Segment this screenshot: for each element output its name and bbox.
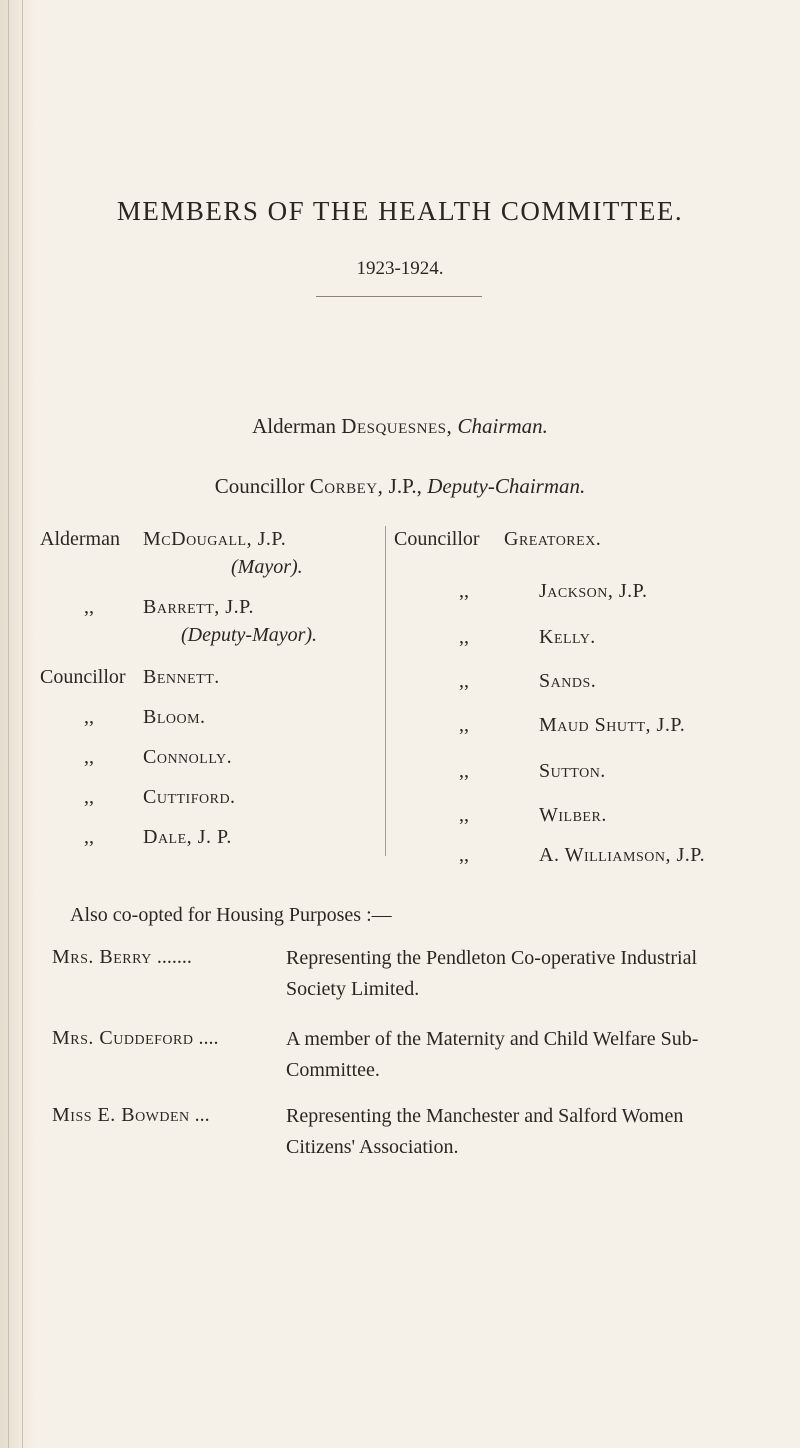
member-name: Wilber. <box>539 804 607 826</box>
member-name: Sutton. <box>539 760 606 782</box>
dot-leader: ....... <box>151 946 192 968</box>
committee-years: 1923-1924. <box>356 258 444 279</box>
ditto-mark: ,, <box>84 746 94 768</box>
member-row <box>394 714 685 737</box>
ditto-mark: ,, <box>459 670 469 692</box>
member-row <box>40 666 220 689</box>
member-name: Maud Shutt, J.P. <box>539 714 686 736</box>
member-name: McDougall, J.P. <box>143 528 287 550</box>
member-row <box>394 760 606 783</box>
chairman-title: Alderman <box>252 414 337 438</box>
member-name: Kelly. <box>539 626 596 648</box>
chairman-name: Desquesnes, <box>341 414 453 438</box>
member-name: Sands. <box>539 670 597 692</box>
dot-leader: .... <box>193 1027 219 1049</box>
coopted-name-text: Miss E. Bowden <box>52 1104 190 1126</box>
member-name: A. Williamson, J.P. <box>539 844 706 866</box>
deputy-chairman-suffix: J.P., <box>388 474 422 498</box>
member-name: Jackson, J.P. <box>539 580 648 602</box>
member-role: (Mayor). <box>231 556 303 578</box>
ditto-mark: ,, <box>459 626 469 648</box>
ditto-mark: ,, <box>459 844 469 866</box>
member-name: Connolly. <box>143 746 233 768</box>
coopted-member-description: A member of the Maternity and Child Welfare Sub-Committee. <box>286 1028 699 1081</box>
title-rule <box>316 296 482 297</box>
member-row <box>40 596 254 619</box>
ditto-mark: ,, <box>459 760 469 782</box>
member-row <box>394 804 607 827</box>
deputy-chairman-name: Corbey, <box>309 474 384 498</box>
member-row <box>394 670 596 693</box>
deputy-chairman-line <box>0 474 800 499</box>
member-role: (Deputy-Mayor). <box>181 624 318 646</box>
member-title: Alderman <box>40 528 120 550</box>
member-name: Cuttiford. <box>143 786 236 808</box>
member-row <box>40 706 206 729</box>
member-row <box>394 626 596 649</box>
ditto-mark: ,, <box>84 596 94 618</box>
member-row <box>394 580 648 603</box>
coopted-name-text: Mrs. Berry <box>52 946 152 968</box>
ditto-mark: ,, <box>459 714 469 736</box>
member-name: Dale, J. P. <box>143 826 232 848</box>
ditto-mark: ,, <box>459 580 469 602</box>
coopted-intro: Also co-opted for Housing Purposes :— <box>70 904 392 926</box>
chairman-line <box>0 414 800 439</box>
page-title: MEMBERS OF THE HEALTH COMMITTEE. <box>116 196 684 226</box>
member-row <box>40 528 286 551</box>
member-name: Bennett. <box>143 666 220 688</box>
member-name: Bloom. <box>143 706 206 728</box>
member-row <box>394 528 601 551</box>
ditto-mark: ,, <box>84 826 94 848</box>
ditto-mark: ,, <box>84 706 94 728</box>
deputy-chairman-title: Councillor <box>214 474 305 498</box>
member-row <box>40 746 232 769</box>
member-row <box>40 786 236 809</box>
member-row <box>394 844 705 867</box>
coopted-member-name <box>52 1104 210 1127</box>
coopted-member-name <box>52 946 192 969</box>
member-name: Barrett, J.P. <box>143 596 254 618</box>
ditto-mark: ,, <box>84 786 94 808</box>
member-title: Councillor <box>394 528 480 550</box>
coopted-member-name <box>52 1027 218 1050</box>
deputy-chairman-role: Deputy-Chairman. <box>427 474 586 498</box>
coopted-name-text: Mrs. Cuddeford <box>52 1027 194 1049</box>
column-divider <box>385 526 386 856</box>
member-title: Councillor <box>40 666 126 688</box>
member-row <box>40 826 232 849</box>
ditto-mark: ,, <box>459 804 469 826</box>
coopted-member-description: Representing the Pendleton Co-operative Industrial Society Limited. <box>286 947 698 1000</box>
dot-leader: ... <box>189 1104 210 1126</box>
chairman-role: Chairman. <box>457 414 548 438</box>
member-name: Greatorex. <box>504 528 602 550</box>
coopted-member-description: Representing the Manchester and Salford Women Citizens' Association. <box>286 1105 684 1158</box>
